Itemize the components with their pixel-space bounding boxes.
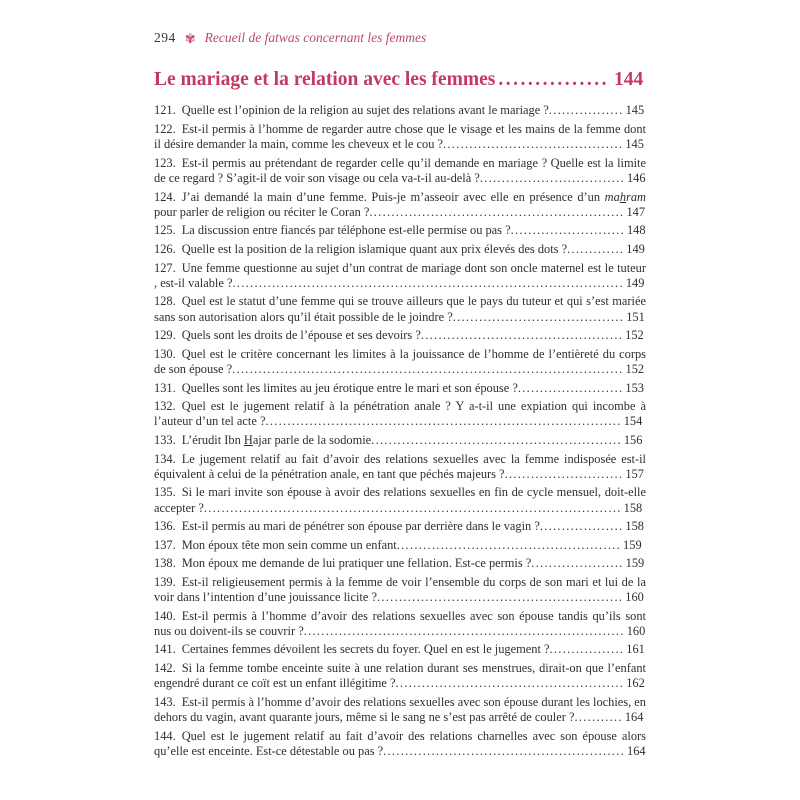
folio-page-number: 294 — [154, 30, 176, 45]
entry-page-number: 153 — [625, 380, 644, 395]
toc-entry — [154, 695, 646, 725]
toc-entry — [154, 381, 646, 396]
entry-text-segment: ram — [626, 189, 646, 204]
entry-number: 133. — [154, 432, 176, 447]
entry-text: Est-il permis au prétendant de regarder celle qu’il demande en mariage ? Quelle est la limite de ce regard ? S’agit-il de voir son visage ou cela va-t-il au-delà ? — [154, 155, 646, 185]
entry-text: Le jugement relatif au fait d’avoir des relations sexuelles avec la femme indisposée est-il équivalent à celui de la pénétration anale, en tant que péchés majeurs ? — [154, 451, 646, 481]
entry-number: 131. — [154, 380, 176, 395]
entry-page-number: 149 — [625, 275, 645, 290]
dot-leader: ........... — [574, 710, 623, 725]
entry-number: 143. — [154, 694, 176, 709]
dot-leader: ................... — [539, 519, 624, 534]
entry-page-number: 148 — [626, 223, 646, 238]
entry-text: La discussion entre fiancés par téléphone est-elle permise ou pas ? — [181, 223, 511, 238]
toc-entry — [154, 347, 646, 377]
running-header — [154, 30, 646, 47]
entry-number: 121. — [154, 103, 176, 118]
entry-number: 122. — [154, 121, 176, 136]
toc-entry — [154, 538, 646, 553]
entry-page-number: 164 — [624, 710, 644, 725]
entry-page-number: 160 — [625, 590, 644, 605]
toc-entry — [154, 261, 646, 291]
entry-number: 141. — [154, 642, 176, 657]
dot-leader: .................................................... — [395, 676, 625, 691]
entry-number: 125. — [154, 223, 176, 238]
toc-entry — [154, 122, 646, 152]
entry-number: 124. — [154, 189, 176, 204]
entry-page-number: 160 — [626, 623, 646, 638]
entry-text: Est-il religieusement permis à la femme de voir l’ensemble du corps de son mari et lui de la voir dans l’intention d’une jouissance licite ? — [154, 574, 646, 605]
dot-leader: ........................ — [517, 380, 624, 395]
entry-text: Mon époux tête mon sein comme un enfant — [181, 537, 397, 552]
toc-entry — [154, 609, 646, 639]
entry-page-number: 158 — [625, 519, 644, 534]
toc-entry — [154, 433, 646, 448]
dot-leader: ......................................................................................... — [232, 275, 624, 290]
dot-leader: .............................................. — [420, 328, 624, 343]
toc-entry — [154, 485, 646, 515]
entry-text: Si la femme tombe enceinte suite à une relation durant ses menstrues, dirait-on que l’enfant engendré durant ce coït est un enfant illégitime ? — [154, 661, 646, 691]
entry-text: Est-il permis à l’homme de regarder autre chose que le visage et les mains de la femme dont il désire demander la main, comme les cheveux et le cou ? — [154, 121, 646, 152]
chapter-title: Le mariage et la relation avec les femmes — [154, 69, 496, 90]
dot-leader: ................................................................................. — [265, 414, 622, 429]
entry-number: 137. — [154, 537, 176, 552]
entry-text-segment: ma — [604, 189, 620, 204]
toc-entry — [154, 519, 646, 534]
entry-number: 144. — [154, 728, 176, 743]
entry-number: 126. — [154, 241, 176, 256]
dot-leader: ........................... — [504, 466, 624, 481]
entry-number: 130. — [154, 346, 176, 361]
entry-number: 138. — [154, 556, 176, 571]
toc-entry — [154, 729, 646, 759]
entry-text — [182, 433, 371, 447]
entry-text: Mon époux me demande de lui pratiquer une fellation. Est-ce permis ? — [181, 556, 532, 571]
toc-entry — [154, 399, 646, 429]
dot-leader: ........................................................ — [376, 590, 624, 605]
chapter-page-number: 144 — [613, 69, 644, 90]
entry-page-number: 152 — [625, 328, 644, 343]
page-sheet — [154, 0, 646, 759]
dot-leader: ................................. — [479, 170, 625, 185]
entry-text-segment: pour parler de religion ou réciter le Coran ? — [154, 204, 370, 219]
entry-page-number: 158 — [623, 500, 643, 515]
dot-leader: ......................................................... — [371, 432, 622, 447]
toc-entry — [154, 642, 646, 657]
entry-text: Une femme questionne au sujet d’un contrat de mariage dont son oncle maternel est le tuteur , est-il valable ? — [154, 260, 646, 290]
dot-leader: .......................................................... — [369, 204, 625, 219]
dot-leader: ......................................................................................... — [232, 361, 624, 376]
entry-page-number: 159 — [625, 556, 645, 571]
entry-page-number: 161 — [626, 642, 645, 657]
entry-page-number: 145 — [625, 103, 645, 118]
entry-page-number: 162 — [626, 676, 645, 691]
entry-text: Quel est le jugement relatif à la pénétration anale ? Y a-t-il une expiation qui incombe à l’auteur d’un tel acte ? — [154, 399, 646, 429]
entry-number: 132. — [154, 399, 176, 414]
entry-text: Quels sont les droits de l’épouse et ses devoirs ? — [181, 328, 421, 343]
entry-text: Quel est le critère concernant les limites à la jouissance de l’homme de l’entièreté du corps de son épouse ? — [154, 346, 646, 376]
entry-text: Est-il permis au mari de pénétrer son épouse par derrière dans le vagin ? — [181, 519, 540, 534]
toc-entry — [154, 452, 646, 482]
entry-page-number: 151 — [626, 309, 645, 324]
dot-leader: ................. — [549, 642, 625, 657]
entry-text: Certaines femmes dévoilent les secrets du foyer. Quel en est le jugement ? — [181, 642, 550, 657]
entry-text-segment: h — [619, 189, 627, 204]
toc-entry — [154, 223, 646, 238]
dot-leader: ......................................... — [443, 137, 624, 152]
toc-entry — [154, 661, 646, 691]
entry-number: 128. — [154, 294, 176, 309]
entry-number: 135. — [154, 485, 176, 500]
entry-page-number: 157 — [625, 466, 644, 481]
entry-page-number: 146 — [626, 170, 646, 185]
entry-number: 139. — [154, 574, 176, 589]
entry-page-number: 154 — [623, 414, 643, 429]
dot-leader: ......................................................................... — [303, 623, 625, 638]
entry-text: Quelles sont les limites au jeu érotique entre le mari et son épouse ? — [181, 380, 518, 395]
toc-list — [154, 103, 646, 759]
chapter-dot-leader: ............... — [498, 69, 609, 90]
toc-entry — [154, 294, 646, 324]
toc-entry — [154, 328, 646, 343]
dot-leader: ............................................................................................... — [203, 500, 622, 515]
entry-text: Quel est le jugement relatif au fait d’avoir des relations charnelles avec son épouse alors qu’elle est enceinte. Est-ce détestable ou pas ? — [154, 728, 646, 758]
dot-leader: ................................................... — [396, 537, 622, 552]
toc-entry — [154, 156, 646, 186]
entry-text: Quelle est l’opinion de la religion au sujet des relations avant le mariage ? — [181, 103, 549, 118]
entry-text: Est-il permis à l’homme d’avoir des relations sexuelles avec son épouse tandis qu’ils sont nus ou doivent-ils se couvrir ? — [154, 608, 646, 638]
entry-text: Quelle est la position de la religion islamique quant aux prix élevés des dots ? — [181, 241, 568, 256]
entry-page-number: 156 — [623, 432, 643, 447]
dot-leader: ..................... — [531, 556, 624, 571]
entry-text-segment: J’ai demandé la main d’une femme. Puis-je m’asseoir avec elle en présence d’un — [181, 189, 605, 204]
floral-ornament-icon: ✾ — [184, 32, 196, 47]
entry-text-segment: H — [243, 432, 253, 447]
entry-page-number: 152 — [625, 361, 645, 376]
toc-entry — [154, 190, 646, 220]
entry-page-number: 149 — [626, 241, 645, 256]
dot-leader: ....................................................... — [383, 743, 625, 758]
toc-entry — [154, 556, 646, 571]
entry-text-segment: ajar parle de la sodomie — [252, 432, 372, 447]
running-header-title: Recueil de fatwas concernant les femmes — [204, 30, 427, 45]
toc-entry — [154, 242, 646, 257]
dot-leader: ....................................... — [452, 309, 625, 324]
entry-page-number: 159 — [623, 537, 642, 552]
entry-number: 127. — [154, 260, 176, 275]
entry-text-segment: L’érudit Ibn — [181, 432, 244, 447]
entry-text: Quel est le statut d’une femme qui se trouve ailleurs que le pays du tuteur et qui s’est mariée sans son autorisation alors qu’il était possible de le joindre ? — [154, 294, 646, 324]
entry-page-number: 164 — [627, 743, 646, 758]
entry-number: 134. — [154, 451, 176, 466]
entry-number: 140. — [154, 608, 176, 623]
entry-number: 136. — [154, 519, 176, 534]
entry-page-number: 145 — [625, 137, 644, 152]
dot-leader: ................. — [548, 103, 624, 118]
dot-leader: ............. — [567, 241, 625, 256]
entry-page-number: 147 — [626, 204, 646, 219]
entry-number: 129. — [154, 328, 176, 343]
dot-leader: .......................... — [510, 223, 625, 238]
toc-entry — [154, 575, 646, 605]
entry-text: Si le mari invite son épouse à avoir des relations sexuelles en fin de cycle mensuel, doit-elle accepter ? — [154, 485, 646, 515]
entry-number: 123. — [154, 155, 176, 170]
chapter-heading — [154, 68, 646, 92]
toc-entry — [154, 103, 646, 118]
entry-number: 142. — [154, 661, 176, 676]
entry-text: Est-il permis à l’homme d’avoir des relations sexuelles avec son épouse durant les lochies, en dehors du vagin, avant quarante jours, même si le sang ne s’est pas arrêté de couler ? — [154, 694, 646, 725]
